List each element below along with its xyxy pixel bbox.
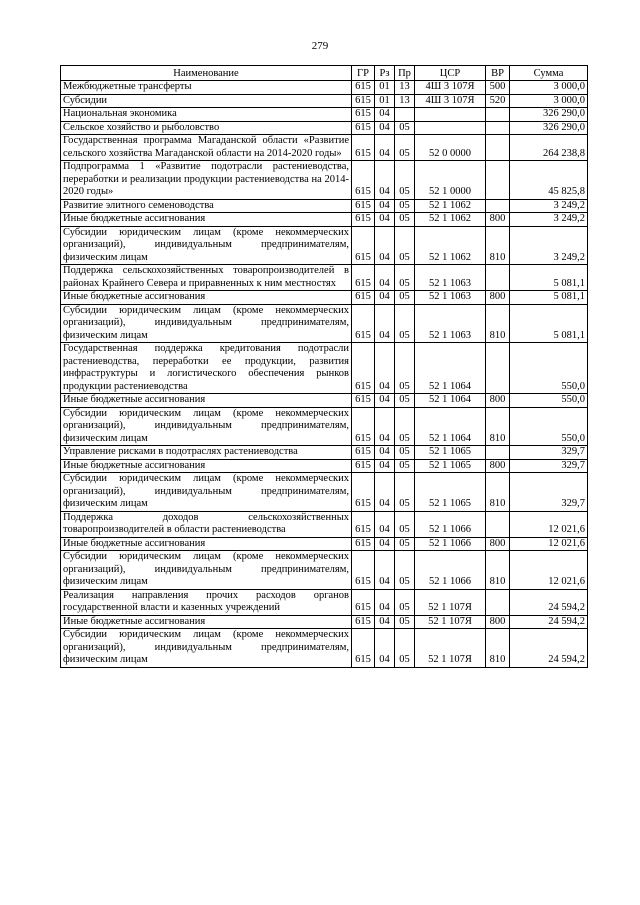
cell-name: Подпрограмма 1 «Развитие подотрасли растениеводства, переработки и реализации продукции растениеводства на 2014-2020 годы» (61, 161, 352, 200)
cell-rz: 04 (375, 304, 395, 343)
cell-rz: 01 (375, 81, 395, 95)
cell-name: Поддержка сельскохозяйственных товаропроизводителей в районах Крайнего Севера и приравненных к ним местностях (61, 265, 352, 291)
cell-gr: 615 (352, 537, 375, 551)
cell-name: Государственная поддержка кредитования подотрасли растениеводства, переработки ее продукции, развития инфраструктуры и логистического обеспечения рынков продукции растениеводства (61, 343, 352, 394)
cell-sum: 3 000,0 (510, 94, 588, 108)
cell-gr: 615 (352, 446, 375, 460)
header-vr: ВР (486, 66, 510, 81)
table-row (61, 446, 588, 460)
cell-name: Субсидии юридическим лицам (кроме некоммерческих организаций), индивидуальным предпринимателям, физическим лицам (61, 226, 352, 265)
cell-csr: 52 1 107Я (415, 589, 486, 615)
table-row (61, 615, 588, 629)
cell-pr: 05 (395, 394, 415, 408)
cell-gr: 615 (352, 161, 375, 200)
cell-vr: 800 (486, 213, 510, 227)
cell-sum: 5 081,1 (510, 265, 588, 291)
cell-sum: 326 290,0 (510, 108, 588, 122)
cell-csr: 52 1 1066 (415, 537, 486, 551)
cell-sum: 550,0 (510, 343, 588, 394)
cell-vr (486, 199, 510, 213)
table-row (61, 589, 588, 615)
cell-pr: 13 (395, 94, 415, 108)
cell-gr: 615 (352, 199, 375, 213)
table-row (61, 213, 588, 227)
cell-gr: 615 (352, 121, 375, 135)
cell-pr: 05 (395, 511, 415, 537)
cell-csr: 52 1 1062 (415, 226, 486, 265)
cell-name: Национальная экономика (61, 108, 352, 122)
cell-pr: 05 (395, 343, 415, 394)
cell-pr: 05 (395, 407, 415, 446)
cell-name: Управление рисками в подотраслях растениеводства (61, 446, 352, 460)
header-pr: Пр (395, 66, 415, 81)
cell-csr: 52 1 1062 (415, 199, 486, 213)
header-rz: Рз (375, 66, 395, 81)
cell-vr (486, 121, 510, 135)
cell-rz: 04 (375, 226, 395, 265)
cell-sum: 3 249,2 (510, 213, 588, 227)
cell-vr: 810 (486, 473, 510, 512)
cell-sum: 3 249,2 (510, 226, 588, 265)
cell-name: Поддержка доходов сельскохозяйственных товаропроизводителей в области растениеводства (61, 511, 352, 537)
cell-name: Субсидии юридическим лицам (кроме некоммерческих организаций), индивидуальным предпринимателям, физическим лицам (61, 629, 352, 668)
cell-sum: 24 594,2 (510, 629, 588, 668)
cell-vr: 810 (486, 226, 510, 265)
cell-sum: 24 594,2 (510, 589, 588, 615)
cell-vr (486, 135, 510, 161)
cell-name: Иные бюджетные ассигнования (61, 394, 352, 408)
header-row (61, 66, 588, 81)
cell-sum: 5 081,1 (510, 291, 588, 305)
cell-pr: 13 (395, 81, 415, 95)
table-body (61, 81, 588, 668)
cell-gr: 615 (352, 407, 375, 446)
cell-sum: 24 594,2 (510, 615, 588, 629)
cell-pr: 05 (395, 291, 415, 305)
cell-name: Иные бюджетные ассигнования (61, 537, 352, 551)
cell-sum: 329,7 (510, 446, 588, 460)
table-row (61, 459, 588, 473)
cell-gr: 615 (352, 511, 375, 537)
cell-vr: 800 (486, 394, 510, 408)
header-sum: Сумма (510, 66, 588, 81)
cell-csr: 52 0 0000 (415, 135, 486, 161)
cell-pr: 05 (395, 459, 415, 473)
cell-vr: 810 (486, 551, 510, 590)
table-row (61, 343, 588, 394)
table-row (61, 265, 588, 291)
cell-sum: 329,7 (510, 459, 588, 473)
cell-sum: 12 021,6 (510, 511, 588, 537)
cell-csr: 52 1 1066 (415, 551, 486, 590)
cell-name: Реализация направления прочих расходов органов государственной власти и казенных учреждений (61, 589, 352, 615)
cell-vr: 810 (486, 407, 510, 446)
cell-sum: 264 238,8 (510, 135, 588, 161)
table-row (61, 551, 588, 590)
cell-rz: 04 (375, 213, 395, 227)
cell-name: Иные бюджетные ассигнования (61, 291, 352, 305)
cell-rz: 04 (375, 135, 395, 161)
header-gr: ГР (352, 66, 375, 81)
table-row (61, 537, 588, 551)
cell-gr: 615 (352, 265, 375, 291)
cell-pr: 05 (395, 135, 415, 161)
cell-gr: 615 (352, 615, 375, 629)
table-row (61, 94, 588, 108)
cell-rz: 04 (375, 459, 395, 473)
cell-gr: 615 (352, 94, 375, 108)
cell-pr: 05 (395, 226, 415, 265)
cell-name: Государственная программа Магаданской области «Развитие сельского хозяйства Магаданской области на 2014-2020 годы» (61, 135, 352, 161)
budget-table (60, 65, 588, 668)
cell-name: Иные бюджетные ассигнования (61, 615, 352, 629)
cell-name: Субсидии юридическим лицам (кроме некоммерческих организаций), индивидуальным предпринимателям, физическим лицам (61, 304, 352, 343)
table-row (61, 135, 588, 161)
cell-sum: 5 081,1 (510, 304, 588, 343)
cell-name: Развитие элитного семеноводства (61, 199, 352, 213)
cell-gr: 615 (352, 473, 375, 512)
cell-rz: 04 (375, 161, 395, 200)
cell-pr: 05 (395, 446, 415, 460)
cell-rz: 04 (375, 199, 395, 213)
table-row (61, 121, 588, 135)
cell-name: Субсидии (61, 94, 352, 108)
table-row (61, 394, 588, 408)
cell-pr: 05 (395, 615, 415, 629)
cell-name: Субсидии юридическим лицам (кроме некоммерческих организаций), индивидуальным предпринимателям, физическим лицам (61, 473, 352, 512)
cell-gr: 615 (352, 394, 375, 408)
cell-vr: 800 (486, 459, 510, 473)
cell-csr: 52 1 1065 (415, 446, 486, 460)
cell-csr: 52 1 1063 (415, 265, 486, 291)
cell-csr: 52 1 1065 (415, 473, 486, 512)
cell-name: Иные бюджетные ассигнования (61, 213, 352, 227)
table-row (61, 511, 588, 537)
cell-sum: 3 249,2 (510, 199, 588, 213)
table-row (61, 161, 588, 200)
cell-csr: 52 1 1065 (415, 459, 486, 473)
cell-pr: 05 (395, 199, 415, 213)
table-row (61, 108, 588, 122)
cell-rz: 04 (375, 511, 395, 537)
cell-rz: 01 (375, 94, 395, 108)
cell-csr: 52 1 1063 (415, 291, 486, 305)
cell-name: Субсидии юридическим лицам (кроме некоммерческих организаций), индивидуальным предпринимателям, физическим лицам (61, 551, 352, 590)
cell-rz: 04 (375, 629, 395, 668)
cell-sum: 3 000,0 (510, 81, 588, 95)
table-row (61, 81, 588, 95)
cell-name: Межбюджетные трансферты (61, 81, 352, 95)
cell-vr (486, 343, 510, 394)
cell-vr: 500 (486, 81, 510, 95)
table-header (61, 66, 588, 81)
cell-vr: 810 (486, 629, 510, 668)
cell-csr (415, 108, 486, 122)
table-row (61, 304, 588, 343)
cell-rz: 04 (375, 589, 395, 615)
cell-rz: 04 (375, 265, 395, 291)
cell-rz: 04 (375, 108, 395, 122)
cell-pr: 05 (395, 265, 415, 291)
cell-gr: 615 (352, 629, 375, 668)
table-row (61, 226, 588, 265)
cell-csr: 4Ш 3 107Я (415, 81, 486, 95)
cell-gr: 615 (352, 304, 375, 343)
cell-sum: 45 825,8 (510, 161, 588, 200)
cell-gr: 615 (352, 459, 375, 473)
cell-csr: 52 1 107Я (415, 615, 486, 629)
cell-csr: 52 1 1064 (415, 394, 486, 408)
table-row (61, 473, 588, 512)
cell-rz: 04 (375, 615, 395, 629)
cell-rz: 04 (375, 121, 395, 135)
cell-pr: 05 (395, 213, 415, 227)
cell-sum: 550,0 (510, 394, 588, 408)
cell-csr: 4Ш 3 107Я (415, 94, 486, 108)
cell-vr (486, 265, 510, 291)
cell-pr: 05 (395, 551, 415, 590)
cell-sum: 329,7 (510, 473, 588, 512)
header-name: Наименование (61, 66, 352, 81)
cell-name: Субсидии юридическим лицам (кроме некоммерческих организаций), индивидуальным предпринимателям, физическим лицам (61, 407, 352, 446)
cell-vr (486, 108, 510, 122)
cell-csr: 52 1 1062 (415, 213, 486, 227)
table-row (61, 407, 588, 446)
cell-csr: 52 1 107Я (415, 629, 486, 668)
cell-rz: 04 (375, 407, 395, 446)
cell-name: Сельское хозяйство и рыболовство (61, 121, 352, 135)
cell-pr: 05 (395, 304, 415, 343)
cell-rz: 04 (375, 551, 395, 590)
cell-rz: 04 (375, 446, 395, 460)
cell-rz: 04 (375, 343, 395, 394)
cell-vr (486, 446, 510, 460)
cell-rz: 04 (375, 291, 395, 305)
cell-vr: 800 (486, 291, 510, 305)
cell-csr: 52 1 1064 (415, 407, 486, 446)
header-csr: ЦСР (415, 66, 486, 81)
cell-vr (486, 161, 510, 200)
cell-csr: 52 1 1066 (415, 511, 486, 537)
cell-vr (486, 511, 510, 537)
cell-rz: 04 (375, 394, 395, 408)
cell-pr: 05 (395, 121, 415, 135)
cell-gr: 615 (352, 135, 375, 161)
page-number: 279 (311, 40, 329, 52)
cell-csr (415, 121, 486, 135)
cell-sum: 326 290,0 (510, 121, 588, 135)
cell-gr: 615 (352, 291, 375, 305)
cell-csr: 52 1 1063 (415, 304, 486, 343)
cell-pr (395, 108, 415, 122)
cell-pr: 05 (395, 537, 415, 551)
cell-rz: 04 (375, 473, 395, 512)
table-row (61, 629, 588, 668)
cell-vr: 800 (486, 615, 510, 629)
cell-gr: 615 (352, 551, 375, 590)
cell-name: Иные бюджетные ассигнования (61, 459, 352, 473)
cell-pr: 05 (395, 589, 415, 615)
cell-vr: 810 (486, 304, 510, 343)
cell-vr: 520 (486, 94, 510, 108)
cell-gr: 615 (352, 589, 375, 615)
cell-sum: 12 021,6 (510, 551, 588, 590)
table-row (61, 291, 588, 305)
cell-vr (486, 589, 510, 615)
table-row (61, 199, 588, 213)
cell-gr: 615 (352, 213, 375, 227)
cell-sum: 550,0 (510, 407, 588, 446)
cell-csr: 52 1 1064 (415, 343, 486, 394)
cell-sum: 12 021,6 (510, 537, 588, 551)
cell-gr: 615 (352, 343, 375, 394)
cell-rz: 04 (375, 537, 395, 551)
cell-gr: 615 (352, 81, 375, 95)
cell-pr: 05 (395, 161, 415, 200)
cell-vr: 800 (486, 537, 510, 551)
cell-pr: 05 (395, 629, 415, 668)
cell-gr: 615 (352, 108, 375, 122)
cell-gr: 615 (352, 226, 375, 265)
cell-pr: 05 (395, 473, 415, 512)
cell-csr: 52 1 0000 (415, 161, 486, 200)
